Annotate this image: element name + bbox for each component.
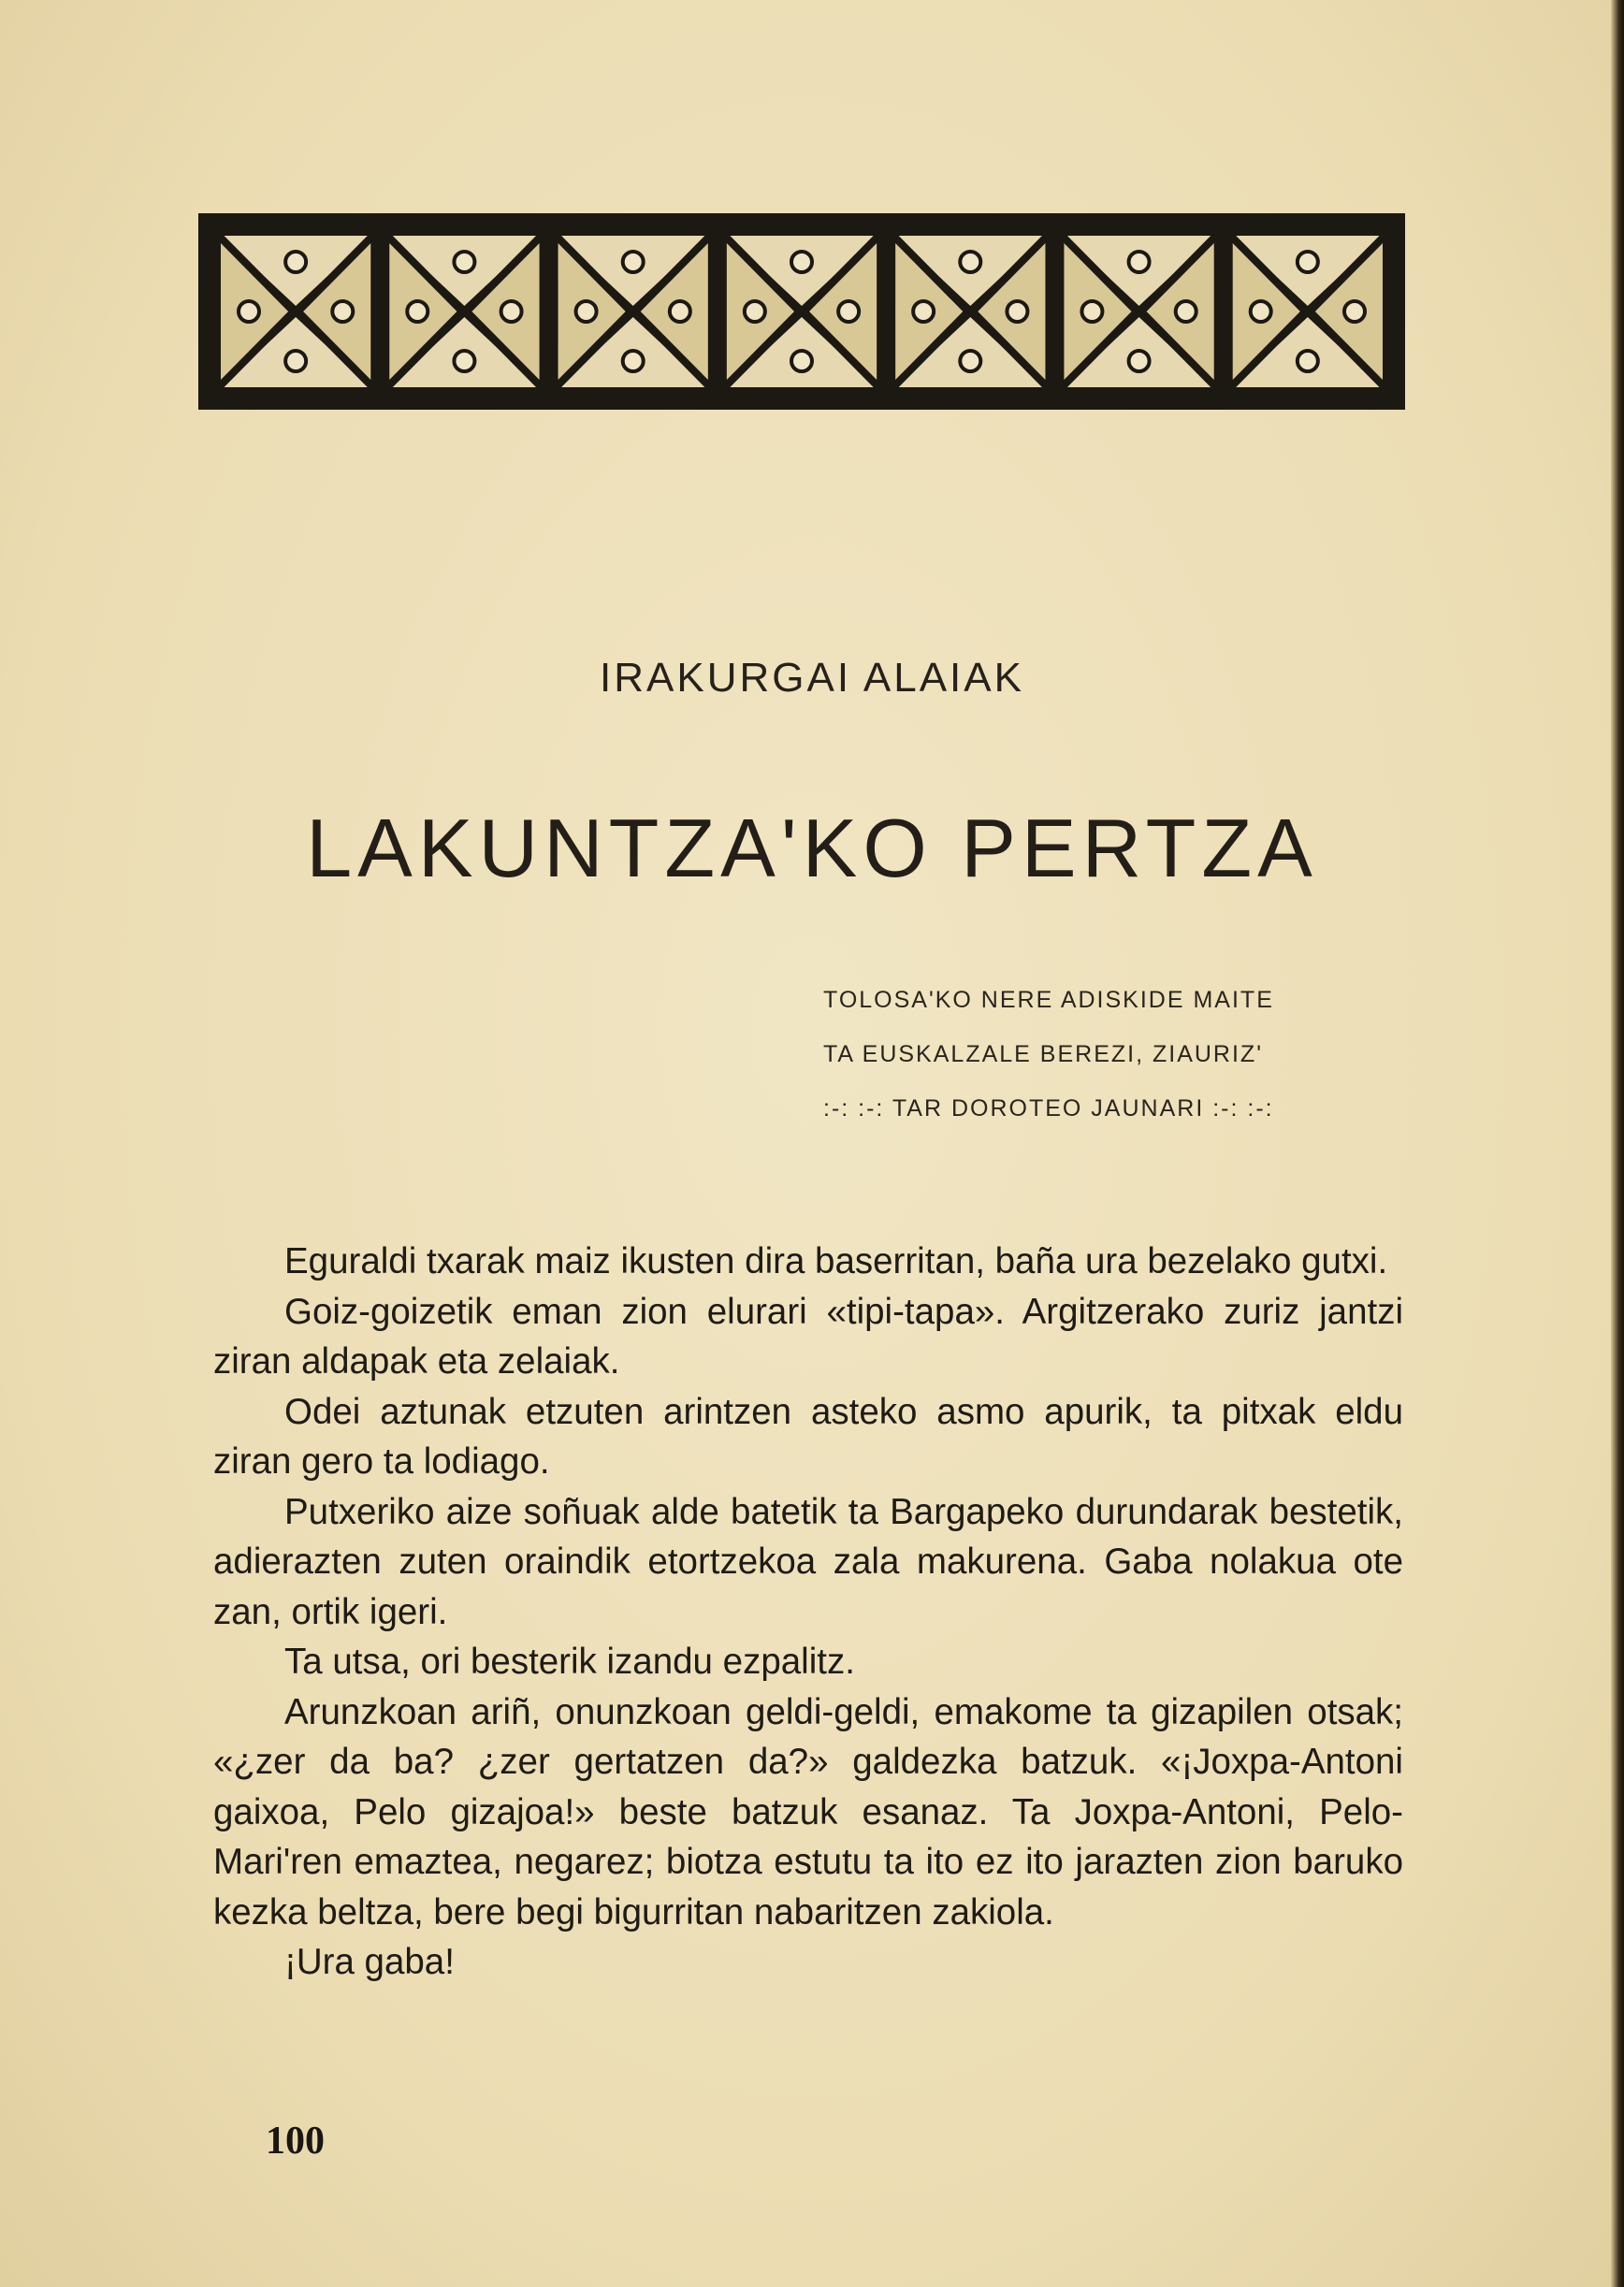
series-title: IRAKURGAI ALAIAK xyxy=(600,655,1024,701)
paragraph: ¡Ura gaba! xyxy=(284,1942,455,1982)
dedication-line: TA EUSKALZALE BEREZI, ZIAURIZ' xyxy=(823,1041,1263,1067)
paragraph: Odei aztunak etzuten arintzen asteko asmo apurik, ta pitxak eldu ziran gero ta lodiago. xyxy=(213,1391,1403,1482)
paragraph: Arunzkoan ariñ, onunzkoan geldi-geldi, emakome ta gizapilen otsak; «¿zer da ba? ¿zer gertatzen da?» galdezka batzuk. «¡Joxpa-Antoni gaixoa, Pelo gizajoa!» beste batzuk esanaz. Ta Joxpa-Antoni, Pelo-Mari'ren emaztea, negarez; biotza estutu ta ito ez ito jarazten zion baruko kezka beltza, bere begi bigurritan nabaritzen zakiola. xyxy=(213,1691,1403,1932)
page-number: 100 xyxy=(266,2120,325,2163)
body-text xyxy=(213,1237,1403,1988)
geometric-border-ornament-icon xyxy=(198,213,1405,410)
page-edge-shadow xyxy=(1611,0,1624,2287)
dedication xyxy=(823,973,1274,1136)
paragraph: Putxeriko aize soñuak alde batetik ta Bargapeko durundarak bestetik, adierazten zuten oraindik etortzekoa zala makurena. Gaba nolakua ote zan, ortik igeri. xyxy=(213,1491,1403,1632)
paragraph: Ta utsa, ori besterik izandu ezpalitz. xyxy=(284,1642,855,1682)
dedication-line: :-: :-: TAR DOROTEO JAUNARI :-: :-: xyxy=(823,1095,1274,1122)
paragraph: Goiz-goizetik eman zion elurari «tipi-tapa». Argitzerako zuriz jantzi ziran aldapak eta zelaiak. xyxy=(213,1291,1403,1382)
decorative-header-ornament xyxy=(198,213,1405,410)
dedication-line: TOLOSA'KO NERE ADISKIDE MAITE xyxy=(823,987,1274,1013)
chapter-title: LAKUNTZA'KO PERTZA xyxy=(306,802,1318,894)
paragraph: Eguraldi txarak maiz ikusten dira baserritan, baña ura bezelako gutxi. xyxy=(284,1241,1388,1281)
